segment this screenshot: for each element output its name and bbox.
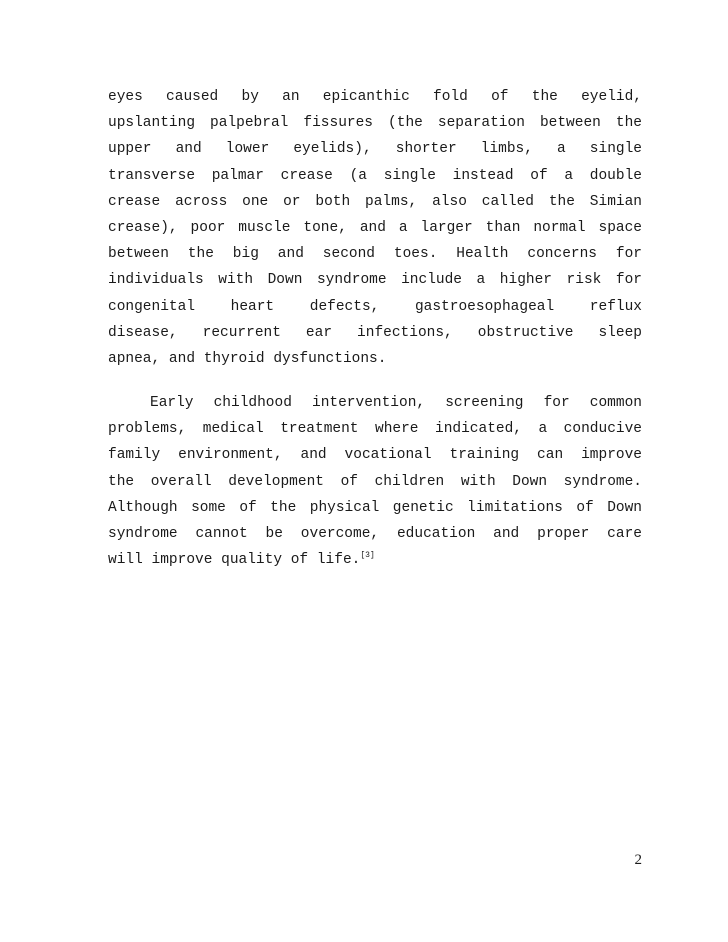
text-line: upper and lower eyelids), shorter limbs, a single — [108, 141, 642, 158]
text-line: syndrome cannot be overcome, education and proper care — [108, 525, 642, 542]
text-line-content: will improve quality of life. — [108, 552, 361, 569]
text-line: Although some of the physical genetic limitations of Down — [108, 499, 642, 516]
paragraph-2 — [108, 390, 642, 573]
text-line: apnea, and thyroid dysfunctions. — [108, 350, 387, 367]
text-line: disease, recurrent ear infections, obstructive sleep — [108, 324, 642, 341]
paragraph-1 — [108, 84, 642, 372]
text-line: upslanting palpebral fissures (the separation between the — [108, 115, 642, 132]
text-line: family environment, and vocational training can improve — [108, 447, 642, 464]
text-line: congenital heart defects, gastroesophageal reflux — [108, 298, 642, 315]
text-line: the overall development of children with Down syndrome. — [108, 473, 642, 490]
text-line-with-reference — [108, 547, 642, 573]
text-line: individuals with Down syndrome include a higher risk for — [108, 272, 642, 289]
page-number: 2 — [634, 852, 642, 868]
citation-reference[interactable]: [3] — [360, 551, 375, 561]
text-line: Early childhood intervention, screening for common — [150, 395, 642, 411]
text-line: crease across one or both palms, also called the Simian — [108, 193, 642, 210]
text-line: crease), poor muscle tone, and a larger than normal space — [108, 219, 642, 236]
text-line: eyes caused by an epicanthic fold of the eyelid, — [108, 89, 642, 105]
text-line: problems, medical treatment where indicated, a conducive — [108, 421, 642, 438]
text-line: between the big and second toes. Health concerns for — [108, 246, 642, 263]
text-line: transverse palmar crease (a single instead of a double — [108, 167, 642, 184]
